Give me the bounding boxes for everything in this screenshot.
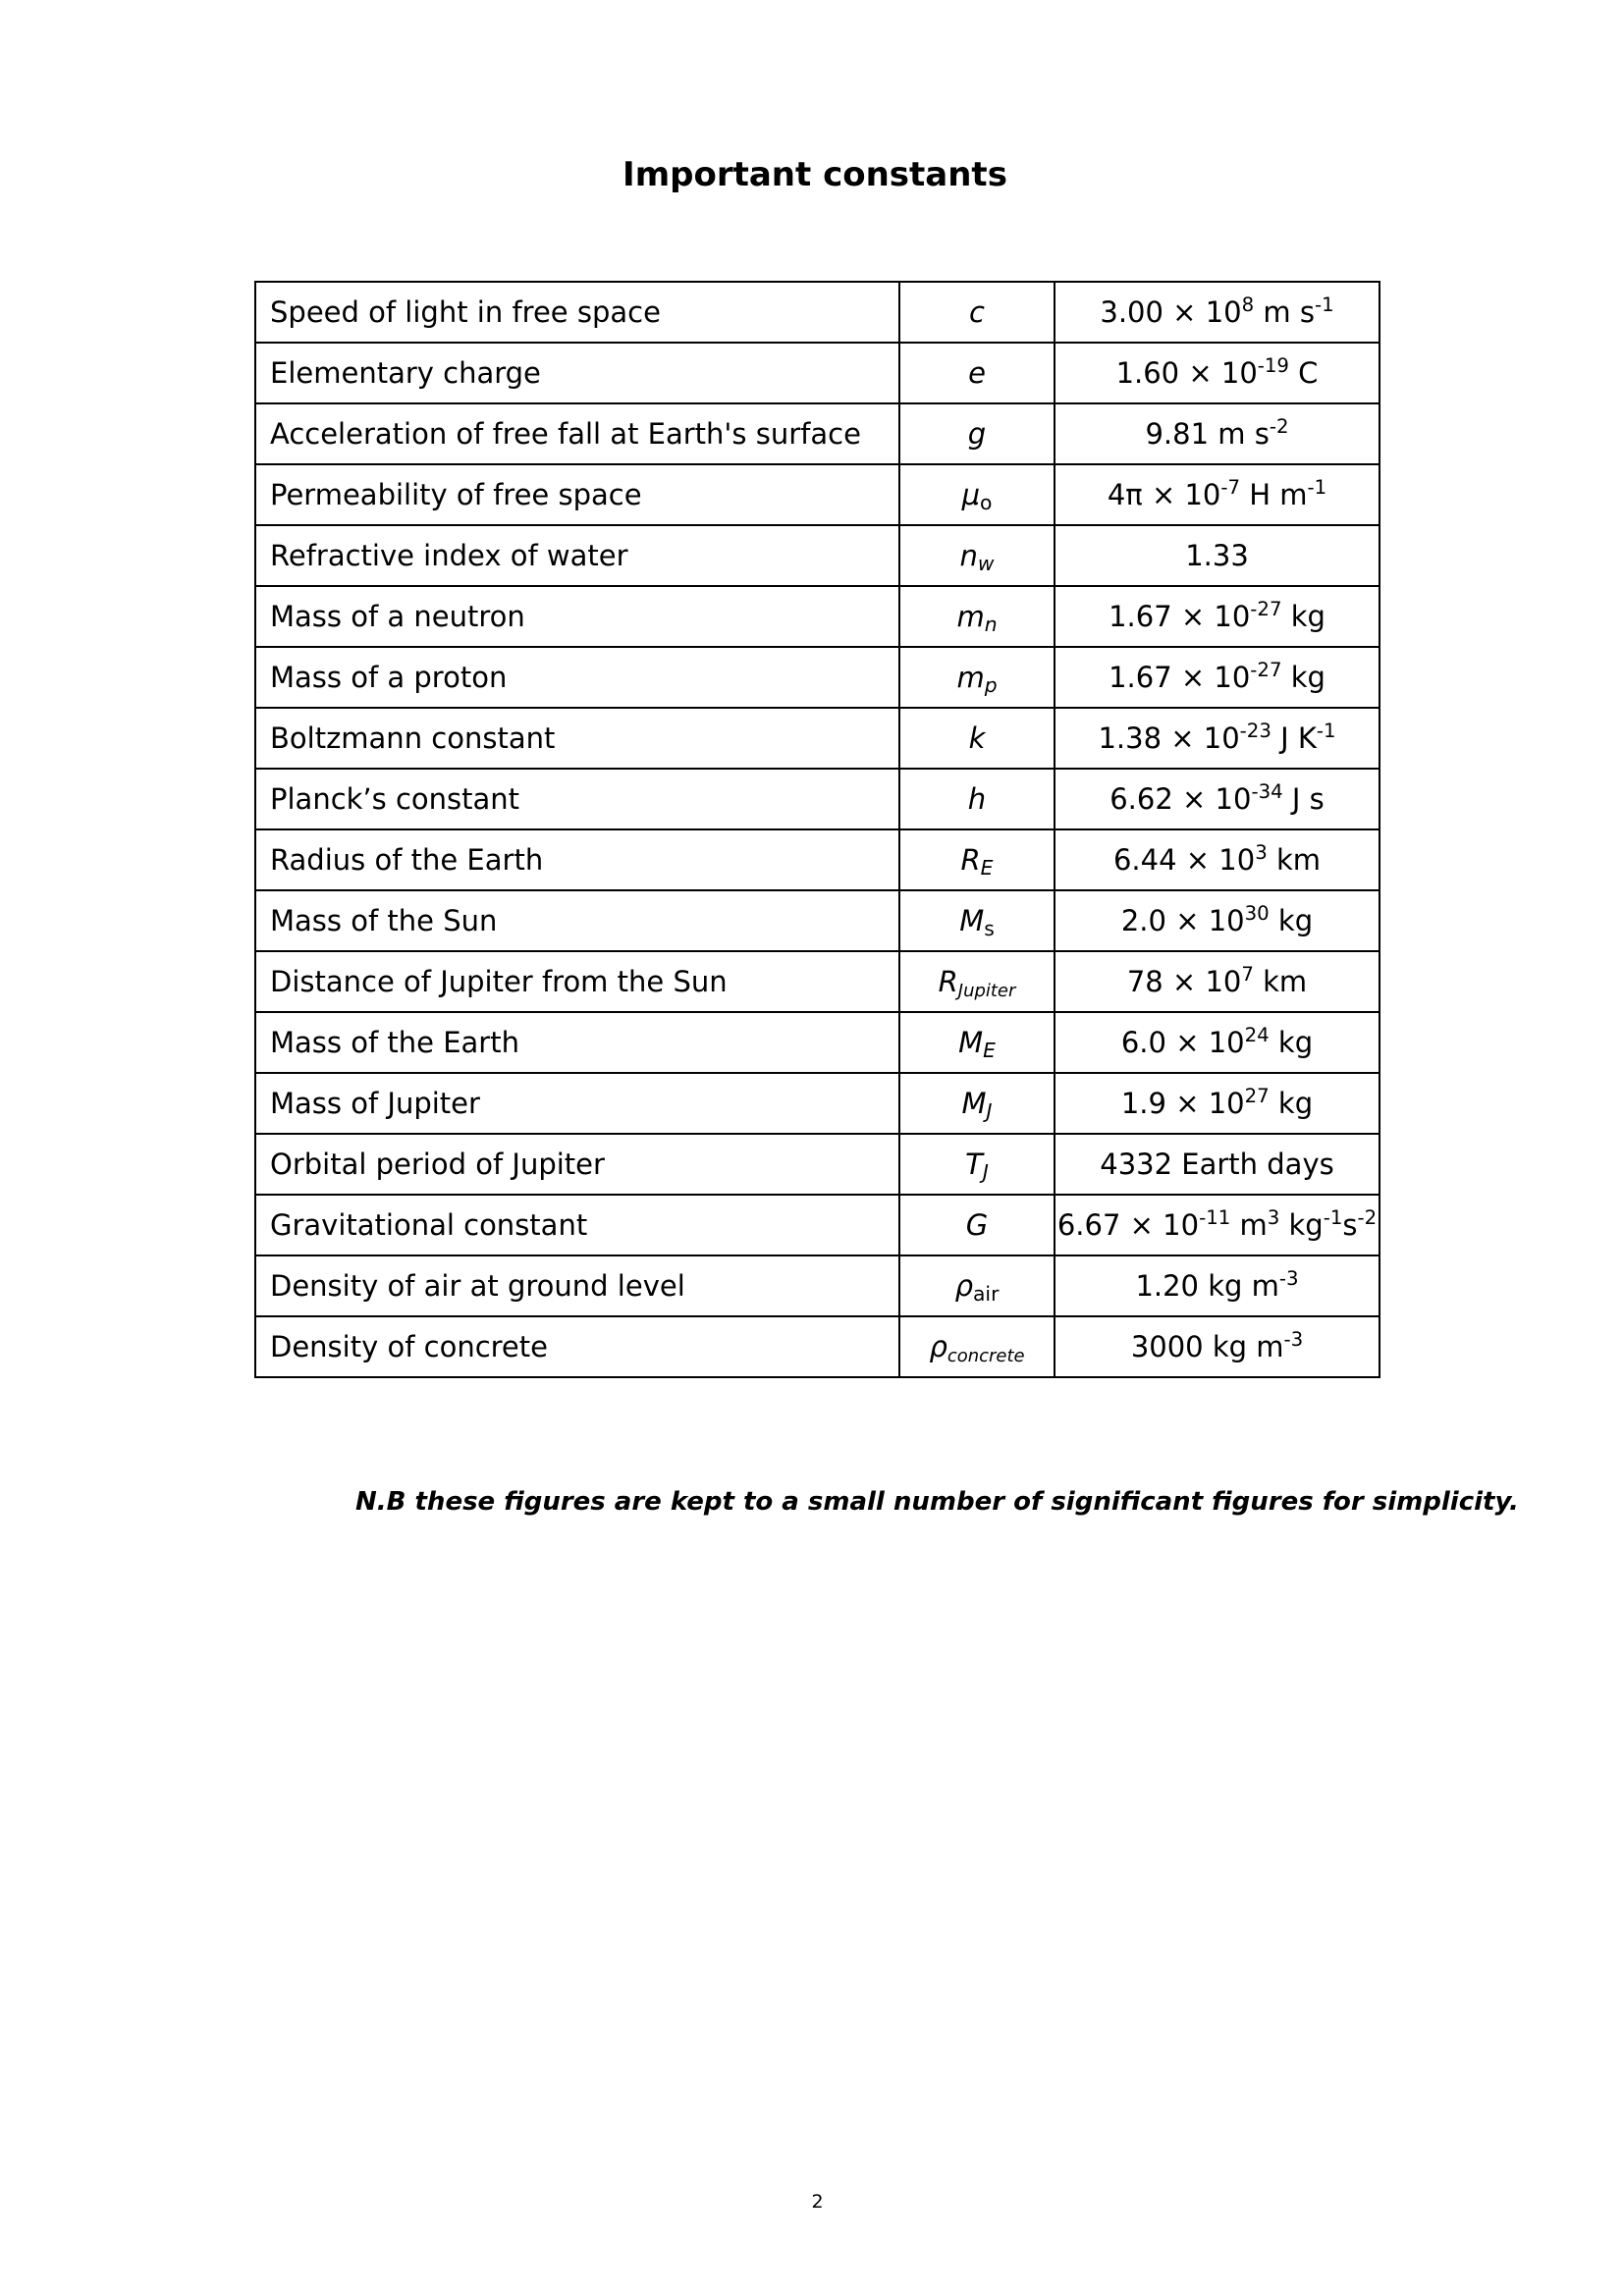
- constant-symbol: [899, 464, 1055, 525]
- constant-name: Orbital period of Jupiter: [255, 1134, 899, 1195]
- constant-name: Planck’s constant: [255, 769, 899, 829]
- value-text: 9.81 m s: [1145, 416, 1270, 451]
- constant-value: [1055, 282, 1380, 343]
- constant-value: [1055, 464, 1380, 525]
- symbol-main: ρ: [954, 1268, 973, 1303]
- constant-symbol: [899, 951, 1055, 1012]
- symbol-main: m: [956, 660, 985, 694]
- value-text: 1.20 kg m: [1135, 1268, 1279, 1303]
- symbol-main: e: [968, 355, 986, 390]
- value-text: kg: [1281, 599, 1325, 633]
- symbol-main: M: [961, 1086, 987, 1120]
- table-row: [255, 464, 1380, 525]
- symbol-main: c: [969, 294, 985, 329]
- table-row: [255, 951, 1380, 1012]
- table-row: [255, 1073, 1380, 1134]
- constant-symbol: [899, 890, 1055, 951]
- symbol-subscript: E: [983, 1039, 996, 1063]
- value-text: 1.33: [1185, 538, 1249, 572]
- symbol-subscript: air: [973, 1282, 1000, 1307]
- table-row: [255, 586, 1380, 647]
- constant-symbol: [899, 525, 1055, 586]
- value-exponent: -27: [1250, 658, 1282, 681]
- constant-value: [1055, 586, 1380, 647]
- page-title: Important constants: [622, 155, 1007, 194]
- value-exponent: -11: [1199, 1205, 1231, 1229]
- constant-name: Refractive index of water: [255, 525, 899, 586]
- constant-name: Mass of Jupiter: [255, 1073, 899, 1134]
- symbol-subscript: p: [984, 673, 998, 698]
- value-exponent: -2: [1357, 1205, 1378, 1229]
- constant-symbol: [899, 708, 1055, 769]
- symbol-subscript: J: [986, 1099, 993, 1124]
- constant-symbol: [899, 1316, 1055, 1377]
- value-exponent: -7: [1220, 475, 1241, 499]
- symbol-main: g: [967, 416, 987, 451]
- symbol-main: k: [968, 721, 986, 755]
- value-text: 1.67 × 10: [1109, 599, 1251, 633]
- constant-name: Speed of light in free space: [255, 282, 899, 343]
- value-exponent: -1: [1323, 1205, 1343, 1229]
- table-row: [255, 1316, 1380, 1377]
- constant-value: [1055, 1134, 1380, 1195]
- significant-figures-note: N.B these figures are kept to a small number of significant figures for simplicity.: [355, 1487, 1519, 1517]
- symbol-subscript: E: [980, 856, 994, 881]
- value-text: kg: [1269, 903, 1314, 937]
- constant-value: [1055, 647, 1380, 708]
- symbol-main: R: [960, 842, 981, 877]
- symbol-main: ρ: [929, 1329, 947, 1363]
- page-number: 2: [811, 2191, 824, 2213]
- value-exponent: -19: [1257, 353, 1289, 377]
- symbol-subscript: Jupiter: [957, 980, 1016, 1001]
- value-text: H m: [1240, 477, 1308, 511]
- value-text: 1.9 × 10: [1120, 1086, 1245, 1120]
- value-text: kg: [1281, 660, 1325, 694]
- value-text: km: [1267, 842, 1322, 877]
- constant-name: Density of air at ground level: [255, 1255, 899, 1316]
- value-exponent: -23: [1239, 719, 1271, 742]
- constant-name: Mass of a proton: [255, 647, 899, 708]
- value-text: 6.67 × 10: [1056, 1207, 1200, 1242]
- value-exponent: -2: [1269, 414, 1289, 438]
- constant-symbol: [899, 1073, 1055, 1134]
- table-row: [255, 708, 1380, 769]
- value-text: s: [1342, 1207, 1358, 1242]
- table-row: [255, 647, 1380, 708]
- value-exponent: 27: [1244, 1084, 1270, 1107]
- constant-name: Density of concrete: [255, 1316, 899, 1377]
- table-row: [255, 1012, 1380, 1073]
- constant-name: Radius of the Earth: [255, 829, 899, 890]
- constant-symbol: [899, 829, 1055, 890]
- constant-value: [1055, 769, 1380, 829]
- symbol-subscript: s: [984, 917, 995, 941]
- table-row: [255, 282, 1380, 343]
- symbol-main: μ: [961, 477, 981, 511]
- constant-symbol: [899, 403, 1055, 464]
- value-exponent: 3: [1255, 840, 1268, 864]
- constant-name: Mass of the Earth: [255, 1012, 899, 1073]
- constant-value: [1055, 343, 1380, 403]
- value-exponent: 7: [1241, 962, 1254, 986]
- value-exponent: 24: [1244, 1023, 1270, 1046]
- value-text: m s: [1254, 294, 1315, 329]
- constant-symbol: [899, 343, 1055, 403]
- constant-symbol: [899, 769, 1055, 829]
- constant-name: Mass of a neutron: [255, 586, 899, 647]
- value-text: 3000 kg m: [1130, 1329, 1284, 1363]
- constant-symbol: [899, 1255, 1055, 1316]
- value-exponent: 3: [1267, 1205, 1280, 1229]
- symbol-main: G: [965, 1207, 989, 1242]
- value-exponent: 8: [1241, 293, 1255, 316]
- symbol-subscript: o: [980, 491, 993, 515]
- constant-value: [1055, 1073, 1380, 1134]
- value-text: m: [1230, 1207, 1268, 1242]
- table-row: [255, 829, 1380, 890]
- value-exponent: -1: [1307, 475, 1327, 499]
- value-text: 6.62 × 10: [1109, 781, 1252, 816]
- value-exponent: -3: [1283, 1327, 1304, 1351]
- value-exponent: -27: [1250, 597, 1282, 620]
- constant-value: [1055, 708, 1380, 769]
- symbol-subscript: n: [984, 613, 998, 637]
- value-exponent: -34: [1251, 779, 1283, 803]
- symbol-main: h: [967, 781, 987, 816]
- constant-value: [1055, 525, 1380, 586]
- constant-name: Boltzmann constant: [255, 708, 899, 769]
- value-exponent: 30: [1244, 901, 1270, 925]
- value-text: km: [1253, 964, 1308, 998]
- symbol-main: M: [959, 903, 985, 937]
- value-exponent: -3: [1278, 1266, 1299, 1290]
- constant-value: [1055, 890, 1380, 951]
- table-row: [255, 769, 1380, 829]
- symbol-subscript: J: [982, 1160, 989, 1185]
- symbol-main: R: [938, 964, 958, 998]
- value-text: 2.0 × 10: [1120, 903, 1245, 937]
- value-text: 3.00 × 10: [1100, 294, 1242, 329]
- constant-symbol: [899, 647, 1055, 708]
- value-text: 1.60 × 10: [1115, 355, 1258, 390]
- constant-symbol: [899, 586, 1055, 647]
- constants-table: [254, 281, 1380, 1378]
- value-text: 6.0 × 10: [1120, 1025, 1245, 1059]
- table-row: [255, 343, 1380, 403]
- constant-value: [1055, 403, 1380, 464]
- value-exponent: -1: [1314, 293, 1334, 316]
- symbol-main: M: [958, 1025, 984, 1059]
- constant-name: Acceleration of free fall at Earth's surface: [255, 403, 899, 464]
- value-text: 4332 Earth days: [1100, 1147, 1334, 1181]
- symbol-subscript: concrete: [947, 1345, 1025, 1366]
- value-text: 6.44 × 10: [1112, 842, 1256, 877]
- constant-value: [1055, 1195, 1380, 1255]
- symbol-main: m: [956, 599, 985, 633]
- constant-value: [1055, 829, 1380, 890]
- table-row: [255, 403, 1380, 464]
- value-text: 1.67 × 10: [1109, 660, 1251, 694]
- constant-value: [1055, 1255, 1380, 1316]
- constant-name: Gravitational constant: [255, 1195, 899, 1255]
- constant-name: Permeability of free space: [255, 464, 899, 525]
- constant-value: [1055, 1012, 1380, 1073]
- constants-table-body: [255, 282, 1380, 1377]
- constant-symbol: [899, 1012, 1055, 1073]
- table-row: [255, 525, 1380, 586]
- symbol-subscript: w: [977, 552, 995, 576]
- constant-name: Elementary charge: [255, 343, 899, 403]
- value-text: J s: [1282, 781, 1325, 816]
- constant-name: Distance of Jupiter from the Sun: [255, 951, 899, 1012]
- value-text: kg: [1269, 1025, 1314, 1059]
- value-text: C: [1288, 355, 1319, 390]
- symbol-main: T: [965, 1147, 983, 1181]
- value-exponent: -1: [1316, 719, 1336, 742]
- table-row: [255, 1195, 1380, 1255]
- table-row: [255, 1134, 1380, 1195]
- symbol-main: n: [959, 538, 978, 572]
- table-row: [255, 890, 1380, 951]
- constant-value: [1055, 1316, 1380, 1377]
- value-text: J K: [1271, 721, 1317, 755]
- value-text: 78 × 10: [1126, 964, 1242, 998]
- value-text: kg: [1269, 1086, 1314, 1120]
- value-text: kg: [1279, 1207, 1324, 1242]
- constant-symbol: [899, 1134, 1055, 1195]
- constant-value: [1055, 951, 1380, 1012]
- table-row: [255, 1255, 1380, 1316]
- value-text: 4π × 10: [1107, 477, 1221, 511]
- value-text: 1.38 × 10: [1098, 721, 1240, 755]
- constant-name: Mass of the Sun: [255, 890, 899, 951]
- constant-symbol: [899, 282, 1055, 343]
- constant-symbol: [899, 1195, 1055, 1255]
